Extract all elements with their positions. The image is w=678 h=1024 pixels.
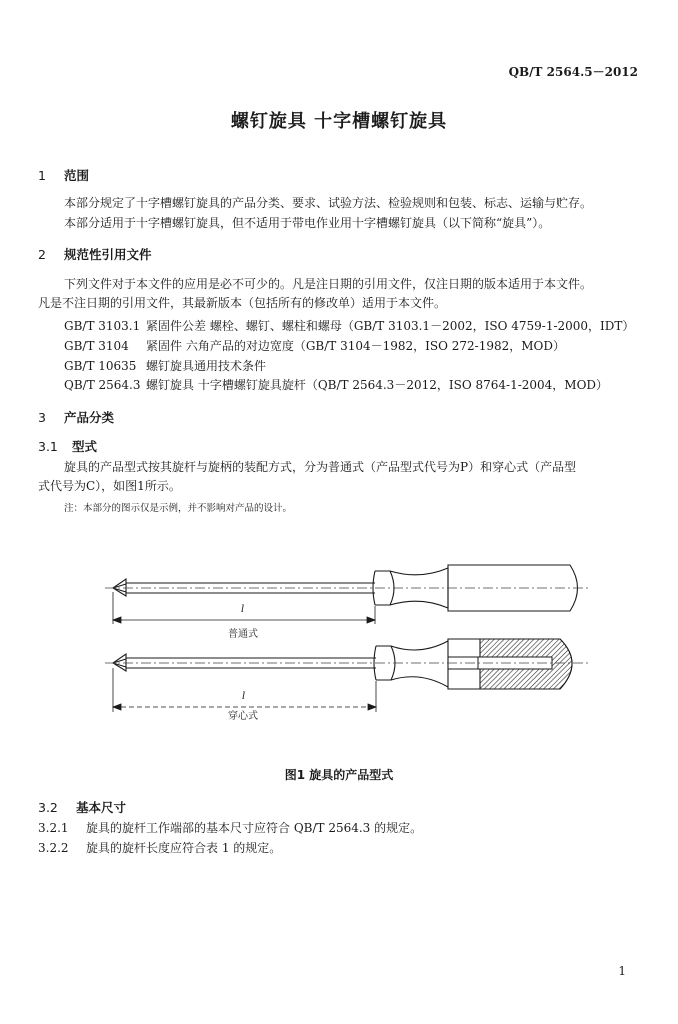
dimension-label-l: l — [241, 604, 245, 615]
section-3-2-heading — [38, 798, 126, 816]
standard-code: QB/T 2564.5－2012 — [508, 65, 638, 79]
figure-label-through: 穿心式 — [228, 711, 258, 722]
dimension-label-l: l — [242, 691, 246, 702]
section-3-2-title: 基本尺寸 — [76, 800, 127, 815]
item-number: 3.2.1 — [38, 821, 69, 835]
reference-title: 螺钉旋具通用技术条件 — [146, 359, 267, 373]
reference-code: GB/T 3104 — [64, 339, 129, 353]
section-2-title: 规范性引用文件 — [64, 247, 152, 262]
section-1-para-1: 本部分规定了十字槽螺钉旋具的产品分类、要求、试验方法、检验规则和包装、标志、运输与贮存。 — [64, 196, 593, 210]
section-1-para-2: 本部分适用于十字槽螺钉旋具，但不适用于带电作业用十字槽螺钉旋具（以下简称“旋具”）。 — [64, 216, 551, 230]
section-3-2-1 — [38, 819, 422, 836]
section-1-title: 范围 — [64, 168, 90, 183]
section-3-1-para-line-2: 式代号为C），如图1所示。 — [38, 479, 181, 493]
section-3-1-title: 型式 — [72, 439, 98, 454]
section-1-number: 1 — [38, 168, 46, 183]
section-3-1-para-line-1: 旋具的产品型式按其旋杆与旋柄的装配方式，分为普通式（产品型式代号为P）和穿心式（产品型 — [64, 460, 577, 474]
section-2-para-line-1: 下列文件对于本文件的应用是必不可少的。凡是注日期的引用文件，仅注日期的版本适用于本文件。 — [64, 277, 593, 291]
reference-title: 紧固件公差 螺栓、螺钉、螺柱和螺母（GB/T 3103.1－2002，ISO 4759-1-2000，IDT） — [146, 319, 635, 333]
section-3-number: 3 — [38, 410, 46, 425]
section-3-2-number: 3.2 — [38, 800, 58, 815]
page-number: 1 — [618, 964, 626, 978]
dimension-line-through — [113, 668, 376, 712]
reference-code: GB/T 10635 — [64, 359, 137, 373]
figure-caption: 图1 旋具的产品型式 — [284, 768, 394, 782]
section-2-para-line-2: 凡是不注日期的引用文件，其最新版本（包括所有的修改单）适用于本文件。 — [38, 296, 447, 310]
item-number: 3.2.2 — [38, 841, 69, 855]
figure-label-standard: 普通式 — [228, 629, 258, 640]
reference-title: 螺钉旋具 十字槽螺钉旋具旋杆（QB/T 2564.3－2012，ISO 8764-1-2004，MOD） — [146, 378, 609, 392]
reference-title: 紧固件 六角产品的对边宽度（GB/T 3104－1982，ISO 272-1982，MOD） — [146, 339, 566, 353]
section-2-number: 2 — [38, 247, 46, 262]
reference-code: GB/T 3103.1 — [64, 319, 141, 333]
section-3-1-number: 3.1 — [38, 439, 58, 454]
document-title: 螺钉旋具 十字槽螺钉旋具 — [230, 111, 448, 132]
figure-note: 注：本部分的图示仅是示例，并不影响对产品的设计。 — [64, 503, 293, 514]
item-text: 旋具的旋杆长度应符合表 1 的规定。 — [86, 841, 282, 855]
item-text: 旋具的旋杆工作端部的基本尺寸应符合 QB/T 2564.3 的规定。 — [86, 821, 423, 835]
reference-code: QB/T 2564.3 — [64, 378, 141, 392]
section-3-2-2 — [38, 839, 281, 856]
section-3-title: 产品分类 — [64, 410, 115, 425]
